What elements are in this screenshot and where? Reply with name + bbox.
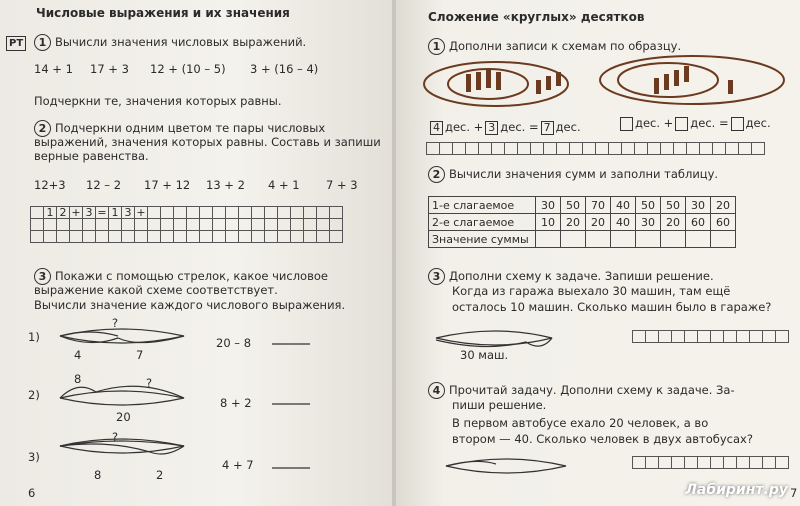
grid-cell[interactable] — [661, 143, 674, 155]
grid-cell[interactable] — [685, 457, 698, 469]
scheme-label: 1) — [28, 330, 40, 344]
grid-cell[interactable] — [698, 331, 711, 343]
grid-cell[interactable] — [505, 143, 518, 155]
scheme-4-line — [446, 459, 566, 473]
equation-blank — [618, 116, 771, 131]
right-page — [396, 0, 800, 506]
grid-cell[interactable] — [776, 457, 789, 469]
scheme-diagrams — [0, 0, 392, 506]
grid-cell[interactable] — [466, 143, 479, 155]
scheme-expression: 8 + 2 — [220, 396, 252, 410]
grid-cell[interactable] — [763, 457, 776, 469]
exercise-text: выражений, значения которых равны. Составь и запиши — [34, 135, 381, 149]
grid-cell[interactable] — [427, 143, 440, 155]
grid-cell[interactable] — [659, 331, 672, 343]
exercise-text: верные равенства. — [34, 149, 149, 163]
exercise-number: 4 — [428, 382, 445, 399]
table-cell[interactable] — [536, 231, 561, 248]
grid-cell[interactable] — [750, 331, 763, 343]
grid-cell[interactable] — [596, 143, 609, 155]
scheme-label: 2 — [156, 468, 164, 482]
table-row — [429, 214, 736, 231]
grid-cell[interactable] — [492, 143, 505, 155]
sums-table — [428, 196, 736, 248]
grid-cell[interactable]: + — [135, 207, 148, 219]
expression: 4 + 1 — [268, 178, 300, 192]
exercise-note: Подчеркни те, значения которых равны. — [34, 94, 282, 108]
scheme-expression: 4 + 7 — [222, 458, 254, 472]
table-cell: 50 — [561, 197, 586, 214]
exercise-text: В первом автобусе ехало 20 человек, а во — [452, 416, 709, 430]
grid-cell[interactable] — [713, 143, 726, 155]
grid-cell[interactable]: 2 — [57, 207, 70, 219]
exercise-text: Вычисли значения сумм и заполни таблицу. — [449, 167, 719, 181]
scheme-label: 2) — [28, 388, 40, 402]
table-cell: 20 — [661, 214, 686, 231]
table-cell: 70 — [586, 197, 611, 214]
table-cell[interactable] — [661, 231, 686, 248]
table-cell[interactable] — [711, 231, 736, 248]
table-cell: 10 — [536, 214, 561, 231]
grid-cell[interactable] — [698, 457, 711, 469]
right-page-title: Сложение «круглых» десятков — [428, 10, 645, 24]
grid-cell[interactable] — [453, 143, 466, 155]
scheme-label: 3) — [28, 450, 40, 464]
row-label: Значение суммы — [429, 231, 536, 248]
equation-word: дес. = — [500, 120, 539, 134]
grid-cell[interactable] — [674, 143, 687, 155]
exercise-text: Когда из гаража выехало 30 машин, там ещё — [452, 284, 731, 298]
exercise-text: Вычисли значения числовых выражений. — [55, 35, 307, 49]
digit-box: 3 — [485, 121, 498, 135]
grid-cell[interactable] — [737, 457, 750, 469]
grid-cell[interactable] — [646, 331, 659, 343]
grid-cell[interactable] — [776, 331, 789, 343]
grid-cell[interactable] — [583, 143, 596, 155]
table-row — [429, 231, 736, 248]
grid-cell[interactable]: 3 — [122, 207, 135, 219]
expression: 12+3 — [34, 178, 66, 192]
expression: 17 + 12 — [144, 178, 191, 192]
grid-cell[interactable] — [711, 457, 724, 469]
grid-cell[interactable]: + — [70, 207, 83, 219]
expression: 3 + (16 – 4) — [250, 62, 319, 76]
grid-cell[interactable] — [724, 331, 737, 343]
equation-example — [428, 120, 581, 135]
table-cell: 20 — [586, 214, 611, 231]
table-cell: 60 — [711, 214, 736, 231]
scheme-label: 8 — [94, 468, 102, 482]
answer-grid[interactable] — [426, 142, 765, 155]
table-cell[interactable] — [586, 231, 611, 248]
table-cell: 30 — [686, 197, 711, 214]
answer-grid[interactable] — [632, 456, 789, 469]
grid-cell[interactable] — [544, 143, 557, 155]
equation-word: дес. = — [690, 116, 729, 130]
grid-cell[interactable]: 3 — [83, 207, 96, 219]
table-cell: 20 — [711, 197, 736, 214]
expression: 13 + 2 — [206, 178, 245, 192]
expression: 12 + (10 – 5) — [150, 62, 226, 76]
grid-cell[interactable]: 1 — [109, 207, 122, 219]
answer-grid[interactable] — [632, 330, 789, 343]
grid-cell[interactable] — [622, 143, 635, 155]
watermark: Лабиринт.ру — [685, 482, 788, 498]
scheme-oval-2 — [600, 56, 784, 104]
table-cell[interactable] — [636, 231, 661, 248]
grid-cell[interactable] — [724, 457, 737, 469]
scheme-label: ? — [112, 316, 119, 330]
table-cell: 60 — [686, 214, 711, 231]
exercise-number: 1 — [428, 38, 445, 55]
expression: 12 – 2 — [86, 178, 122, 192]
grid-cell[interactable] — [750, 457, 763, 469]
table-cell: 20 — [561, 214, 586, 231]
scheme-3-line — [436, 331, 552, 345]
grid-cell[interactable] — [659, 457, 672, 469]
grid-cell[interactable] — [763, 331, 776, 343]
exercise-4 — [428, 382, 735, 399]
equation-word: дес. — [745, 116, 771, 130]
table-cell: 40 — [611, 197, 636, 214]
expression: 14 + 1 — [34, 62, 73, 76]
grid-cell[interactable] — [737, 331, 750, 343]
table-cell: 50 — [661, 197, 686, 214]
tens-schemes — [396, 0, 800, 506]
exercise-2 — [428, 166, 718, 183]
page-number: 7 — [790, 486, 798, 500]
grid-cell[interactable] — [687, 143, 700, 155]
grid-cell[interactable] — [633, 331, 646, 343]
grid-cell[interactable] — [635, 143, 648, 155]
grid-cell[interactable]: 1 — [44, 207, 57, 219]
exercise-3 — [428, 268, 714, 285]
digit-box: 7 — [541, 121, 554, 135]
grid-cell[interactable]: = — [96, 207, 109, 219]
scheme-label: 20 — [116, 410, 131, 424]
empty-box[interactable] — [675, 117, 688, 131]
equation-word: дес. — [555, 120, 581, 134]
table-cell: 40 — [611, 214, 636, 231]
exercise-text: втором — 40. Сколько человек в двух автобусах? — [452, 432, 753, 446]
grid-cell[interactable] — [557, 143, 570, 155]
scheme-2-line — [60, 391, 184, 405]
row-label: 2-е слагаемое — [429, 214, 536, 231]
scheme-label: 7 — [136, 348, 144, 362]
scheme-label: 30 маш. — [460, 348, 509, 362]
scheme-1-arc-top — [60, 332, 118, 336]
row-label: 1-е слагаемое — [429, 197, 536, 214]
exercise-text: Дополни записи к схемам по образцу. — [449, 39, 682, 53]
exercise-number: 2 — [34, 120, 51, 137]
scheme-2-arc-top — [60, 386, 184, 398]
digit-box: 4 — [430, 121, 443, 135]
rt-badge: РТ — [6, 36, 26, 51]
grid-cell[interactable] — [570, 143, 583, 155]
scheme-label: 4 — [74, 348, 82, 362]
table-cell: 30 — [636, 214, 661, 231]
exercise-text: выражение какой схеме соответствует. — [34, 283, 278, 297]
exercise-text: Покажи с помощью стрелок, какое числовое — [55, 269, 328, 283]
grid-cell[interactable] — [672, 457, 685, 469]
table-cell[interactable] — [686, 231, 711, 248]
grid-cell[interactable] — [648, 143, 661, 155]
exercise-text: Подчеркни одним цветом те пары числовых — [55, 121, 326, 135]
exercise-text: пиши решение. — [452, 398, 547, 412]
scheme-expression: 20 – 8 — [216, 336, 252, 350]
table-cell[interactable] — [561, 231, 586, 248]
exercise-number: 3 — [428, 268, 445, 285]
scheme-label: ? — [146, 376, 153, 390]
empty-box[interactable] — [620, 117, 633, 131]
exercise-text: осталось 10 машин. Сколько машин было в гараже? — [452, 300, 772, 314]
grid-cell[interactable] — [672, 331, 685, 343]
expression: 7 + 3 — [326, 178, 358, 192]
grid-cell[interactable] — [531, 143, 544, 155]
grid-cell[interactable] — [440, 143, 453, 155]
page-number: 6 — [28, 486, 36, 500]
expression: 17 + 3 — [90, 62, 129, 76]
grid-cell[interactable] — [609, 143, 622, 155]
table-cell: 50 — [636, 197, 661, 214]
grid-cell[interactable] — [518, 143, 531, 155]
equation-word: дес. + — [635, 116, 674, 130]
grid-cell[interactable] — [700, 143, 713, 155]
left-page — [0, 0, 392, 506]
grid-cell[interactable] — [726, 143, 739, 155]
grid-cell[interactable] — [479, 143, 492, 155]
grid-cell[interactable] — [711, 331, 724, 343]
exercise-text: Дополни схему к задаче. Запиши решение. — [449, 269, 714, 283]
equation-word: дес. + — [445, 120, 484, 134]
grid-cell[interactable] — [685, 331, 698, 343]
left-page-title: Числовые выражения и их значения — [36, 6, 290, 20]
table-cell[interactable] — [611, 231, 636, 248]
grid-cell[interactable] — [739, 143, 752, 155]
scheme-label: 8 — [74, 372, 82, 386]
exercise-number: 3 — [34, 268, 51, 285]
exercise-text: Прочитай задачу. Дополни схему к задаче. За- — [449, 383, 735, 397]
table-cell: 30 — [536, 197, 561, 214]
exercise-text: Вычисли значение каждого числового выражения. — [34, 298, 346, 312]
exercise-number: 2 — [428, 166, 445, 183]
exercise-number: 1 — [34, 34, 51, 51]
empty-box[interactable] — [731, 117, 744, 131]
grid-cell[interactable] — [633, 457, 646, 469]
table-row — [429, 197, 736, 214]
grid-cell[interactable] — [646, 457, 659, 469]
scheme-label: ? — [112, 430, 119, 444]
grid-cell[interactable] — [752, 143, 765, 155]
scheme-4-arc — [446, 461, 496, 466]
